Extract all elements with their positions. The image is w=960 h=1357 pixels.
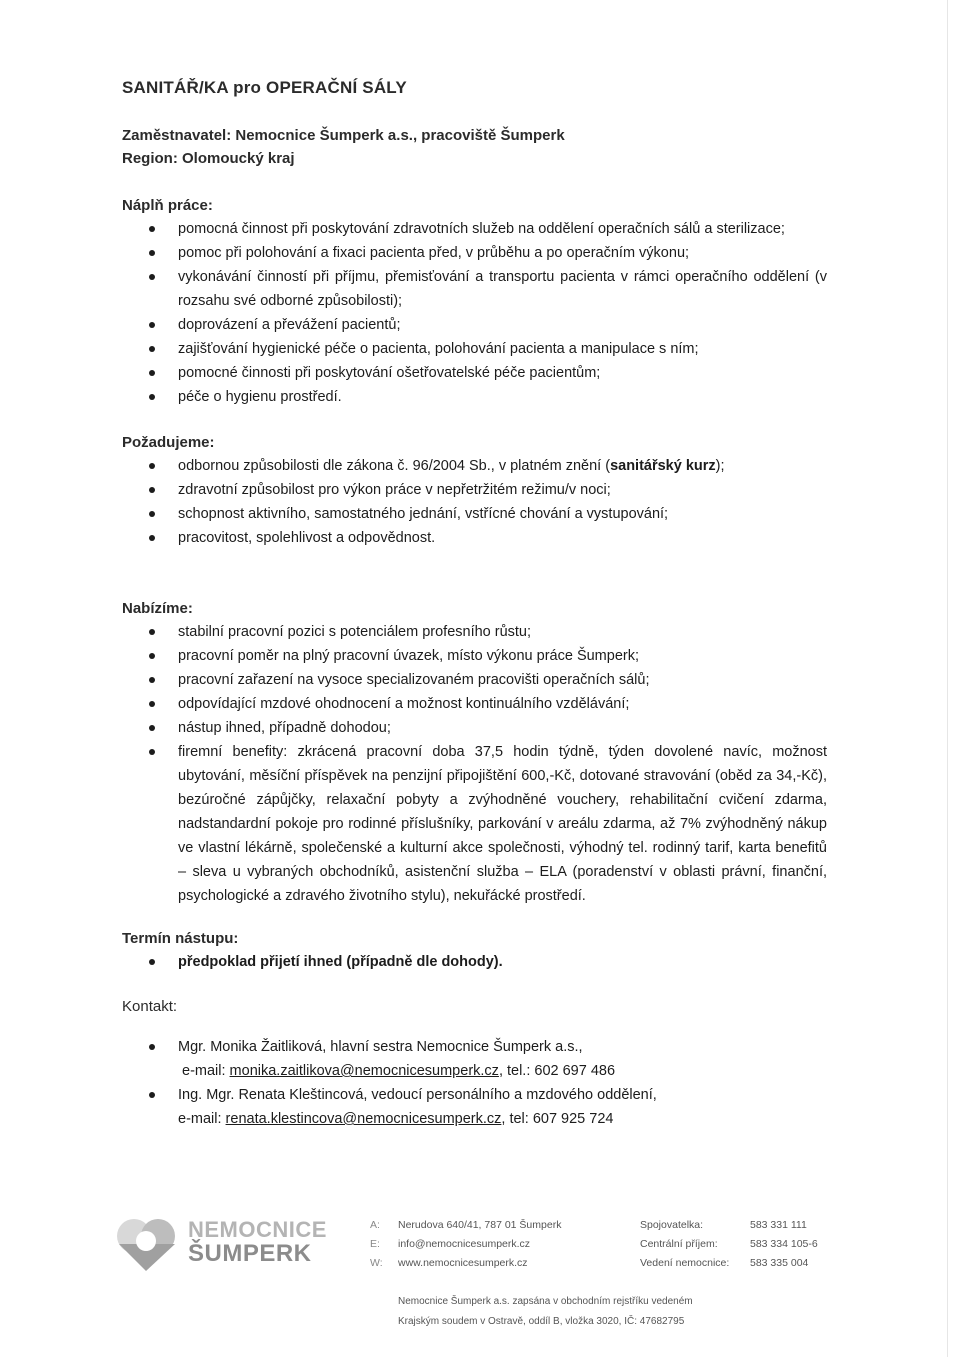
napln-heading: Náplň práce: bbox=[122, 197, 213, 214]
contact-name: Mgr. Monika Žaitliková, hlavní sestra Nemocnice Šumperk a.s., bbox=[178, 1039, 583, 1055]
phone-row bbox=[640, 1216, 818, 1235]
nabizime-heading: Nabízíme: bbox=[122, 600, 193, 617]
list-item: pracovní zařazení na vysoce specializovaném pracovišti operačních sálů; bbox=[122, 668, 827, 692]
contact-line bbox=[178, 1059, 827, 1083]
footer-address bbox=[370, 1216, 561, 1273]
employer: Zaměstnavatel: Nemocnice Šumperk a.s., pracoviště Šumperk bbox=[122, 127, 565, 144]
list-item: zajišťování hygienické péče o pacienta, polohování pacienta a manipulace s ním; bbox=[122, 337, 827, 361]
page-title: SANITÁŘ/KA pro OPERAČNÍ SÁLY bbox=[122, 78, 407, 97]
footer-web[interactable]: www.nemocnicesumperk.cz bbox=[398, 1257, 528, 1269]
address-value: Nerudova 640/41, 787 01 Šumperk bbox=[398, 1219, 562, 1231]
list-item: pomocné činnosti při poskytování ošetřovatelské péče pacientům; bbox=[122, 361, 827, 385]
email-row bbox=[370, 1235, 561, 1254]
document-body bbox=[122, 78, 827, 1131]
logo-line2: ŠUMPERK bbox=[188, 1240, 312, 1267]
termin-list bbox=[122, 950, 827, 974]
email-label: e-mail: bbox=[182, 1063, 230, 1079]
logo-text bbox=[188, 1218, 327, 1266]
phone-key: Vedení nemocnice: bbox=[640, 1257, 730, 1269]
kontakt-heading: Kontakt: bbox=[122, 998, 178, 1015]
email-label: e-mail: bbox=[178, 1111, 226, 1127]
contact-item bbox=[122, 1083, 827, 1131]
list-item: předpoklad přijetí ihned (případně dle dohody). bbox=[122, 950, 827, 974]
list-item: nástup ihned, případně dohodou; bbox=[122, 716, 827, 740]
footer-phones bbox=[640, 1216, 818, 1273]
list-item: zdravotní způsobilost pro výkon práce v nepřetržitém režimu/v noci; bbox=[122, 478, 827, 502]
phone-value: 583 331 111 bbox=[750, 1219, 807, 1231]
nabizime-list bbox=[122, 620, 827, 908]
list-item-text: odbornou způsobilosti dle zákona č. 96/2004 Sb., v platném znění ( bbox=[178, 458, 611, 474]
contact-phone: , tel.: 602 697 486 bbox=[498, 1063, 616, 1079]
list-item: péče o hygienu prostředí. bbox=[122, 385, 827, 409]
list-item: pomocná činnost při poskytování zdravotních služeb na oddělení operačních sálů a sterilizace; bbox=[122, 217, 827, 241]
address-row bbox=[370, 1216, 561, 1235]
pozadujeme-list bbox=[122, 454, 827, 550]
list-item: pracovitost, spolehlivost a odpovědnost. bbox=[122, 526, 827, 550]
email-key: E: bbox=[370, 1238, 380, 1250]
termin-heading: Termín nástupu: bbox=[122, 930, 239, 947]
footer-registration bbox=[398, 1292, 693, 1332]
phone-key: Centrální příjem: bbox=[640, 1238, 718, 1250]
contact-item bbox=[122, 1035, 827, 1083]
list-item: doprovázení a převážení pacientů; bbox=[122, 313, 827, 337]
phone-value: 583 335 004 bbox=[750, 1257, 809, 1269]
contact-name: Ing. Mgr. Renata Kleštincová, vedoucí personálního a mzdového oddělení, bbox=[178, 1087, 657, 1103]
page-edge bbox=[947, 0, 948, 1357]
footer-email[interactable]: info@nemocnicesumperk.cz bbox=[398, 1238, 531, 1250]
logo-line1: NEMOCNICE bbox=[188, 1217, 327, 1242]
phone-key: Spojovatelka: bbox=[640, 1219, 704, 1231]
list-item-text: ); bbox=[715, 458, 725, 474]
region: Region: Olomoucký kraj bbox=[122, 150, 295, 167]
email-link[interactable]: monika.zaitlikova@nemocnicesumperk.cz bbox=[229, 1063, 499, 1079]
napln-list bbox=[122, 217, 827, 409]
phone-value: 583 334 105-6 bbox=[750, 1238, 818, 1250]
list-item bbox=[122, 454, 827, 478]
list-item-emphasis: sanitářský kurz bbox=[610, 458, 716, 474]
list-item: pomoc při polohování a fixaci pacienta před, v průběhu a po operačním výkonu; bbox=[122, 241, 827, 265]
list-item: firemní benefity: zkrácená pracovní doba 37,5 hodin týdně, týden dovolené navíc, možnost ubytování, měsíční příspěvek na penzijní připojištění 600,-Kč, dotované stravování (oběd za 34,-Kč), bezúročné zápůjčky, relaxační pobyty a zvýhodněné vouchery, rehabilitační cvičení zdarma, nadstandardní pokoje pro rodinné příslušníky, parkování v areálu zdarma, až 7% zvýhodněný nákup ve vlastní lékárně, společenské a kulturní akce společnosti, výhodný tel. rodinný tarif, karta benefitů – sleva u vybraných obchodníků, asistenční služba – ELA (poradenství v oblasti právní, finanční, psychologické a zdravého životního stylu), nekuřácké prostředí. bbox=[122, 740, 827, 908]
heart-logo-icon bbox=[114, 1214, 184, 1272]
contact-line bbox=[178, 1107, 827, 1131]
phone-row bbox=[640, 1235, 818, 1254]
list-item: vykonávání činností při příjmu, přemisťování a transportu pacienta v rámci operačního oddělení (v rozsahu své odborné způsobilosti); bbox=[122, 265, 827, 313]
phone-row bbox=[640, 1254, 818, 1273]
web-key: W: bbox=[370, 1257, 383, 1269]
list-item: pracovní poměr na plný pracovní úvazek, místo výkonu práce Šumperk; bbox=[122, 644, 827, 668]
kontakt-list bbox=[122, 1035, 827, 1131]
hospital-logo bbox=[114, 1214, 344, 1274]
list-item: odpovídající mzdové ohodnocení a možnost kontinuálního vzdělávání; bbox=[122, 692, 827, 716]
pozadujeme-heading: Požadujeme: bbox=[122, 434, 215, 451]
email-link[interactable]: renata.klestincova@nemocnicesumperk.cz bbox=[225, 1111, 502, 1127]
web-row bbox=[370, 1254, 561, 1273]
list-item: schopnost aktivního, samostatného jednání, vstřícné chování a vystupování; bbox=[122, 502, 827, 526]
registration-line: Krajským soudem v Ostravě, oddíl B, vložka 3020, IČ: 47682795 bbox=[398, 1316, 685, 1327]
list-item: stabilní pracovní pozici s potenciálem profesního růstu; bbox=[122, 620, 827, 644]
registration-line: Nemocnice Šumperk a.s. zapsána v obchodním rejstříku vedeném bbox=[398, 1296, 693, 1307]
contact-phone: , tel: 607 925 724 bbox=[501, 1111, 614, 1127]
address-key: A: bbox=[370, 1219, 380, 1231]
